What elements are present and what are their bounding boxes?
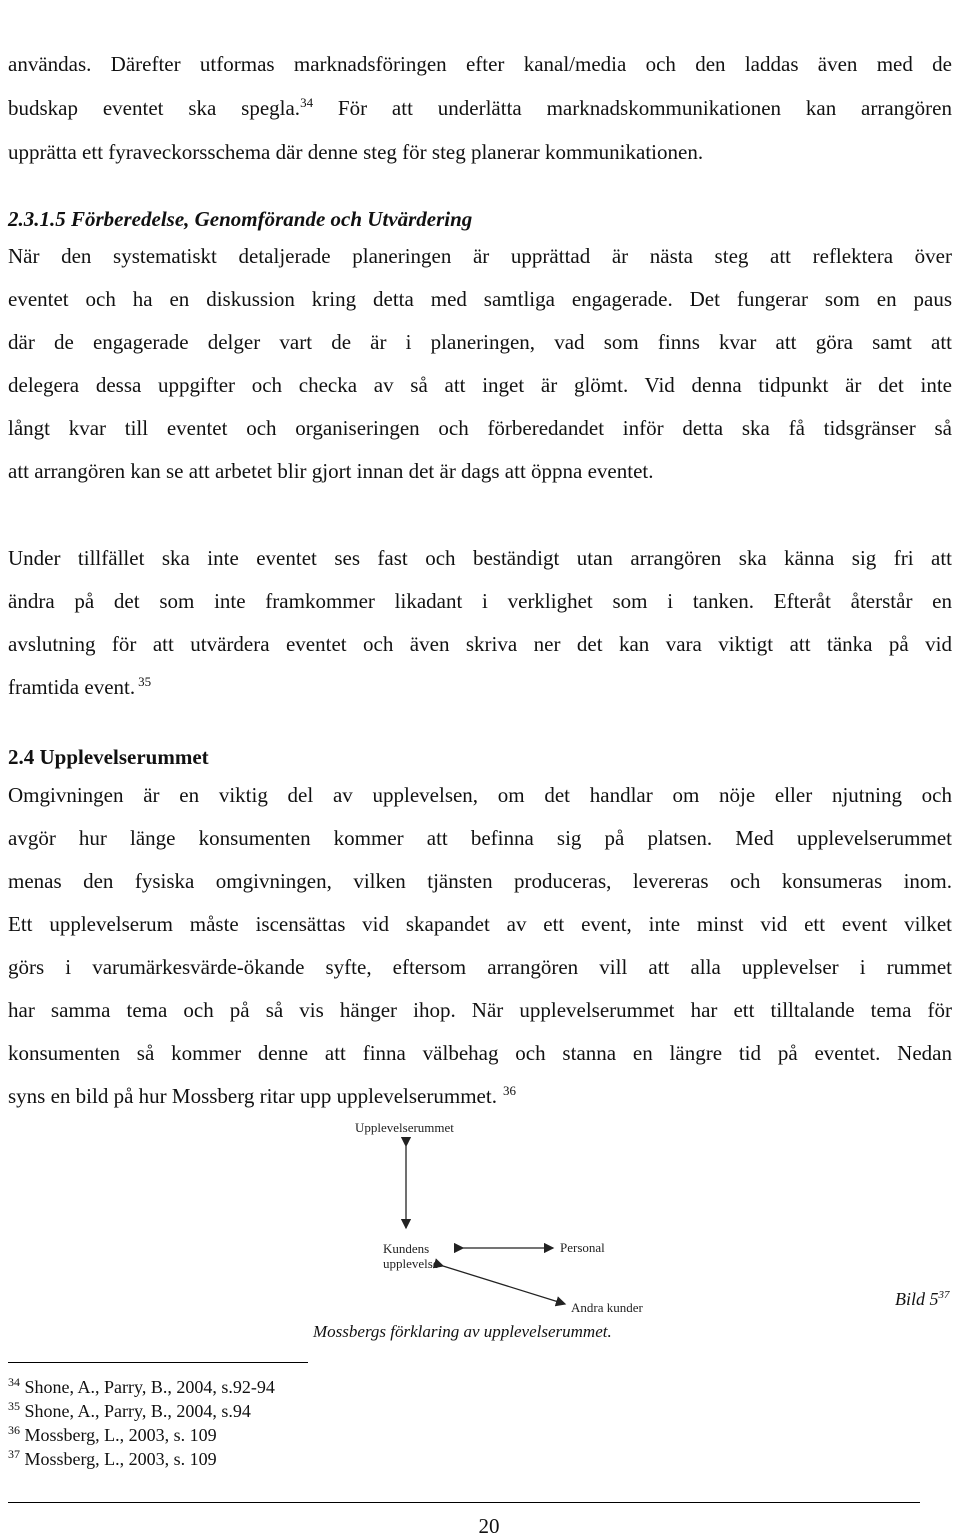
section-24-line-6: har samma tema och på så vis hänger ihop. När upplevelserummet har ett tilltalande tema för: [8, 998, 952, 1022]
section-2315-line-1: När den systematiskt detaljerade planeringen är upprättad är nästa steg att reflektera över: [8, 244, 952, 268]
section-heading-24: 2.4 Upplevelserummet: [8, 745, 209, 769]
section-2315-line-2: eventet och ha en diskussion kring detta med samtliga engagerade. Det fungerar som en paus: [8, 287, 952, 311]
footnote-number: 34: [8, 1375, 20, 1389]
footnote-35: [8, 1401, 251, 1422]
para2-line-1: Under tillfället ska inte eventet ses fast och beständigt utan arrangören ska känna sig fri att: [8, 546, 952, 570]
footnote-ref-35: 35: [138, 674, 152, 689]
footnote-number: 36: [8, 1423, 20, 1437]
footnote-text: Mossberg, L., 2003, s. 109: [24, 1449, 217, 1469]
diagram-arrows: [343, 1116, 663, 1316]
section-24-line-7: konsumenten så kommer denne att finna välbehag och stanna en längre tid på eventet. Nedan: [8, 1041, 952, 1065]
section-2315-line-5: långt kvar till eventet och organiseringen och förberedandet inför detta ska få tidsgränser så: [8, 416, 952, 440]
intro-line-2-text: budskap eventet ska spegla.: [8, 96, 301, 120]
section-24-line-8: [8, 1084, 516, 1109]
footnote-37: [8, 1449, 217, 1470]
page-bottom-rule: [8, 1502, 920, 1503]
intro-line-2: [8, 96, 952, 121]
diagram-title: Upplevelserummet: [355, 1120, 454, 1135]
section-24-line-3: menas den fysiska omgivningen, vilken tjänsten produceras, levereras och konsumeras inom.: [8, 869, 952, 893]
diagram-node-customer: [383, 1241, 439, 1271]
intro-line-1: användas. Därefter utformas marknadsföringen efter kanal/media och den laddas även med de: [8, 52, 952, 76]
footnote-ref-37: 37: [938, 1289, 950, 1301]
footnote-ref-36: 36: [502, 1083, 516, 1098]
footnote-number: 35: [8, 1399, 20, 1413]
section-24-line-8-text: syns en bild på hur Mossberg ritar upp upplevelserummet.: [8, 1084, 497, 1108]
footnote-text: Mossberg, L., 2003, s. 109: [24, 1425, 217, 1445]
footnote-text: Shone, A., Parry, B., 2004, s.94: [24, 1401, 251, 1421]
figure-label-text: Bild 5: [895, 1289, 939, 1309]
diagram-node-other-customers: Andra kunder: [571, 1300, 643, 1315]
section-24-line-1: Omgivningen är en viktig del av upplevelsen, om det handlar om nöje eller njutning och: [8, 783, 952, 807]
section-24-line-2: avgör hur länge konsumenten kommer att befinna sig på platsen. Med upplevelserummet: [8, 826, 952, 850]
para2-line-4-text: framtida event.: [8, 675, 136, 699]
figure-caption: Mossbergs förklaring av upplevelserummet.: [313, 1322, 612, 1341]
diagram-node-personal: Personal: [560, 1240, 605, 1255]
intro-line-3: upprätta ett fyraveckorsschema där denne steg för steg planerar kommunikationen.: [8, 140, 704, 164]
footnote-ref-34: 34: [300, 95, 314, 110]
footnote-text: Shone, A., Parry, B., 2004, s.92-94: [24, 1377, 275, 1397]
diagram-node-customer-line-2: upplevelse: [383, 1256, 439, 1271]
diagonal-double-arrow: [443, 1266, 565, 1304]
diagram-node-customer-line-1: Kundens: [383, 1241, 430, 1256]
para2-line-2: ändra på det som inte framkommer likadant i verklighet som i tanken. Efteråt återstår en: [8, 589, 952, 613]
footnote-separator: [8, 1362, 308, 1363]
para2-line-4: [8, 675, 151, 700]
footnote-36: [8, 1425, 217, 1446]
section-2315-line-6: att arrangören kan se att arbetet blir gjort innan det är dags att öppna eventet.: [8, 459, 654, 483]
figure-label: [895, 1289, 950, 1310]
upplevelserummet-diagram: [343, 1116, 663, 1316]
section-2315-line-3: där de engagerade delger vart de är i planeringen, vad som finns kvar att göra samt att: [8, 330, 952, 354]
section-heading-2315: 2.3.1.5 Förberedelse, Genomförande och Utvärdering: [8, 207, 473, 231]
para2-line-3: avslutning för att utvärdera eventet och även skriva ner det kan vara viktigt att tänka på vid: [8, 632, 952, 656]
footnote-number: 37: [8, 1447, 20, 1461]
intro-line-2-text-b: För att underlätta marknadskommunikationen kan arrangören: [313, 96, 952, 120]
section-24-line-4: Ett upplevelserum måste iscensättas vid skapandet av ett event, inte minst vid ett event vilket: [8, 912, 952, 936]
section-2315-line-4: delegera dessa uppgifter och checka av så att inget är glömt. Vid denna tidpunkt är det inte: [8, 373, 952, 397]
footnote-34: [8, 1377, 275, 1398]
section-24-line-5: görs i varumärkesvärde-ökande syfte, eftersom arrangören vill att alla upplevelser i rummet: [8, 955, 952, 979]
page-number: 20: [478, 1514, 500, 1538]
